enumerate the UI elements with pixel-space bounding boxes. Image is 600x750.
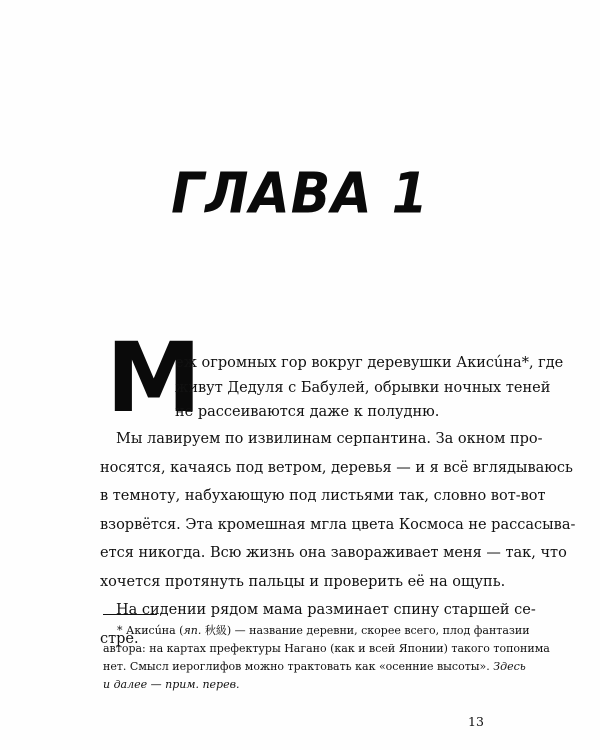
first-paragraph-line: живут Дедуля с Бабулей, обрывки ночных теней — [175, 379, 551, 396]
body-text — [100, 425, 576, 653]
footnote-italic-text: Здесь — [493, 660, 526, 673]
footnote-italic-text: и далее — прим. перев. — [103, 678, 240, 691]
first-paragraph — [175, 351, 564, 425]
footnote-line — [103, 658, 526, 676]
footnote-text: нет. Смысл иероглифов можно трактовать как «осенние высоты». — [103, 660, 494, 673]
first-paragraph-line: еж огромных гор вокруг деревушки Акисúна*, где — [175, 355, 564, 371]
footnote-text: * Акисúна ( — [117, 624, 184, 637]
paragraph-2-line: Мы лавируем по извилинам серпантина. За окном про- — [116, 431, 543, 447]
footnote-line — [103, 622, 530, 640]
paragraph-3-line: стре. — [100, 630, 139, 647]
paragraph-2-line: ется никогда. Всю жизнь она завораживает меня — так, что — [100, 545, 567, 561]
footnote — [103, 622, 550, 694]
paragraph-2-line: в темноту, набухающую под листьями так, словно вот-вот — [100, 488, 546, 504]
paragraph-2-line: хочется протянуть пальцы и проверить её на ощупь. — [100, 573, 506, 590]
page-number: 13 — [468, 714, 484, 729]
footnote-line: автора: на картах префектуры Нагано (как и всей Японии) такого топонима — [103, 642, 550, 655]
paragraph-2-line: носятся, качаясь под ветром, деревья — и я всё вглядываюсь — [100, 459, 573, 476]
first-paragraph-line: не рассеиваются даже к полудню. — [175, 404, 440, 420]
footnote-line — [103, 676, 495, 694]
footnote-abbreviation: яп. — [183, 624, 202, 637]
paragraph-2-line: взорвётся. Эта кромешная мгла цвета Космоса не рассасыва- — [100, 516, 576, 533]
footnote-text: 秋級) — название деревни, скорее всего, плод фантазии — [201, 624, 530, 637]
chapter-title: ГЛАВА 1 — [171, 161, 429, 227]
drop-cap: М — [106, 322, 202, 434]
footnote-divider — [103, 614, 157, 615]
paragraph-3-line: На сидении рядом мама разминает спину старшей се- — [116, 602, 536, 618]
